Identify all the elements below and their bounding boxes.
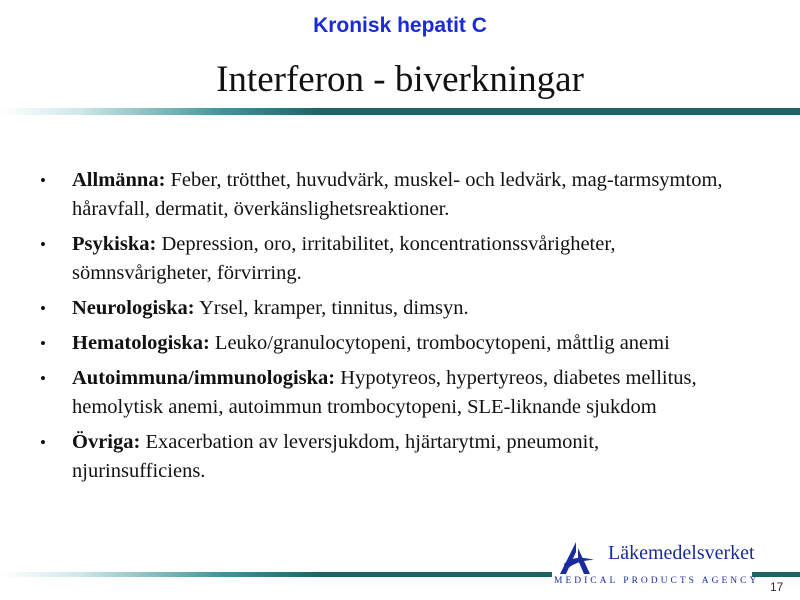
agency-tagline: MEDICAL PRODUCTS AGENCY <box>554 576 760 586</box>
bullet-text: Leuko/granulocytopeni, trombocytopeni, måttlig anemi <box>209 332 670 354</box>
top-divider <box>0 108 800 115</box>
bullet-term: Hematologiska: <box>72 332 210 354</box>
slide-subtitle: Kronisk hepatit C <box>313 14 487 37</box>
bullet-icon: • <box>40 433 46 452</box>
bullet-term: Neurologiska: <box>72 297 195 319</box>
bullet-icon: • <box>40 299 46 318</box>
bullet-term: Allmänna: <box>72 169 166 191</box>
bullet-term: Autoimmuna/immunologiska: <box>72 367 336 389</box>
bullet-list <box>40 166 730 492</box>
bullet-text: Yrsel, kramper, tinnitus, dimsyn. <box>194 297 469 319</box>
bullet-item-allmanna <box>40 166 730 224</box>
bullet-text: Exacerbation av leversjukdom, hjärtarytmi, pneumonit, njurinsufficiens. <box>72 431 600 482</box>
bullet-item-autoimmuna <box>40 364 730 422</box>
bullet-icon: • <box>40 235 46 254</box>
bullet-item-psykiska <box>40 230 730 288</box>
bullet-term: Psykiska: <box>72 233 157 255</box>
bullet-text: Hypotyreos, hypertyreos, diabetes mellitus, hemolytisk anemi, autoimmun trombocytopeni, SLE-liknande sjukdom <box>72 367 697 418</box>
bullet-icon: • <box>40 369 46 388</box>
bullet-item-ovriga <box>40 428 730 486</box>
agency-logo-icon <box>556 540 600 576</box>
slide-title: Interferon - biverkningar <box>216 59 584 100</box>
bullet-term: Övriga: <box>72 431 141 453</box>
bullet-text: Depression, oro, irritabilitet, koncentrationssvårigheter, sömnsvårigheter, förvirring. <box>72 233 616 284</box>
bullet-text: Feber, trötthet, huvudvärk, muskel- och ledvärk, mag-tarmsymtom, håravfall, dermatit, överkänslighetsreaktioner. <box>72 169 723 220</box>
bullet-item-hematologiska <box>40 329 730 358</box>
agency-logo <box>552 542 760 588</box>
bullet-item-neurologiska <box>40 294 730 323</box>
bullet-icon: • <box>40 334 46 353</box>
agency-name: Läkemedelsverket <box>608 542 755 564</box>
bullet-icon: • <box>40 171 46 190</box>
page-number: 17 <box>770 580 784 594</box>
